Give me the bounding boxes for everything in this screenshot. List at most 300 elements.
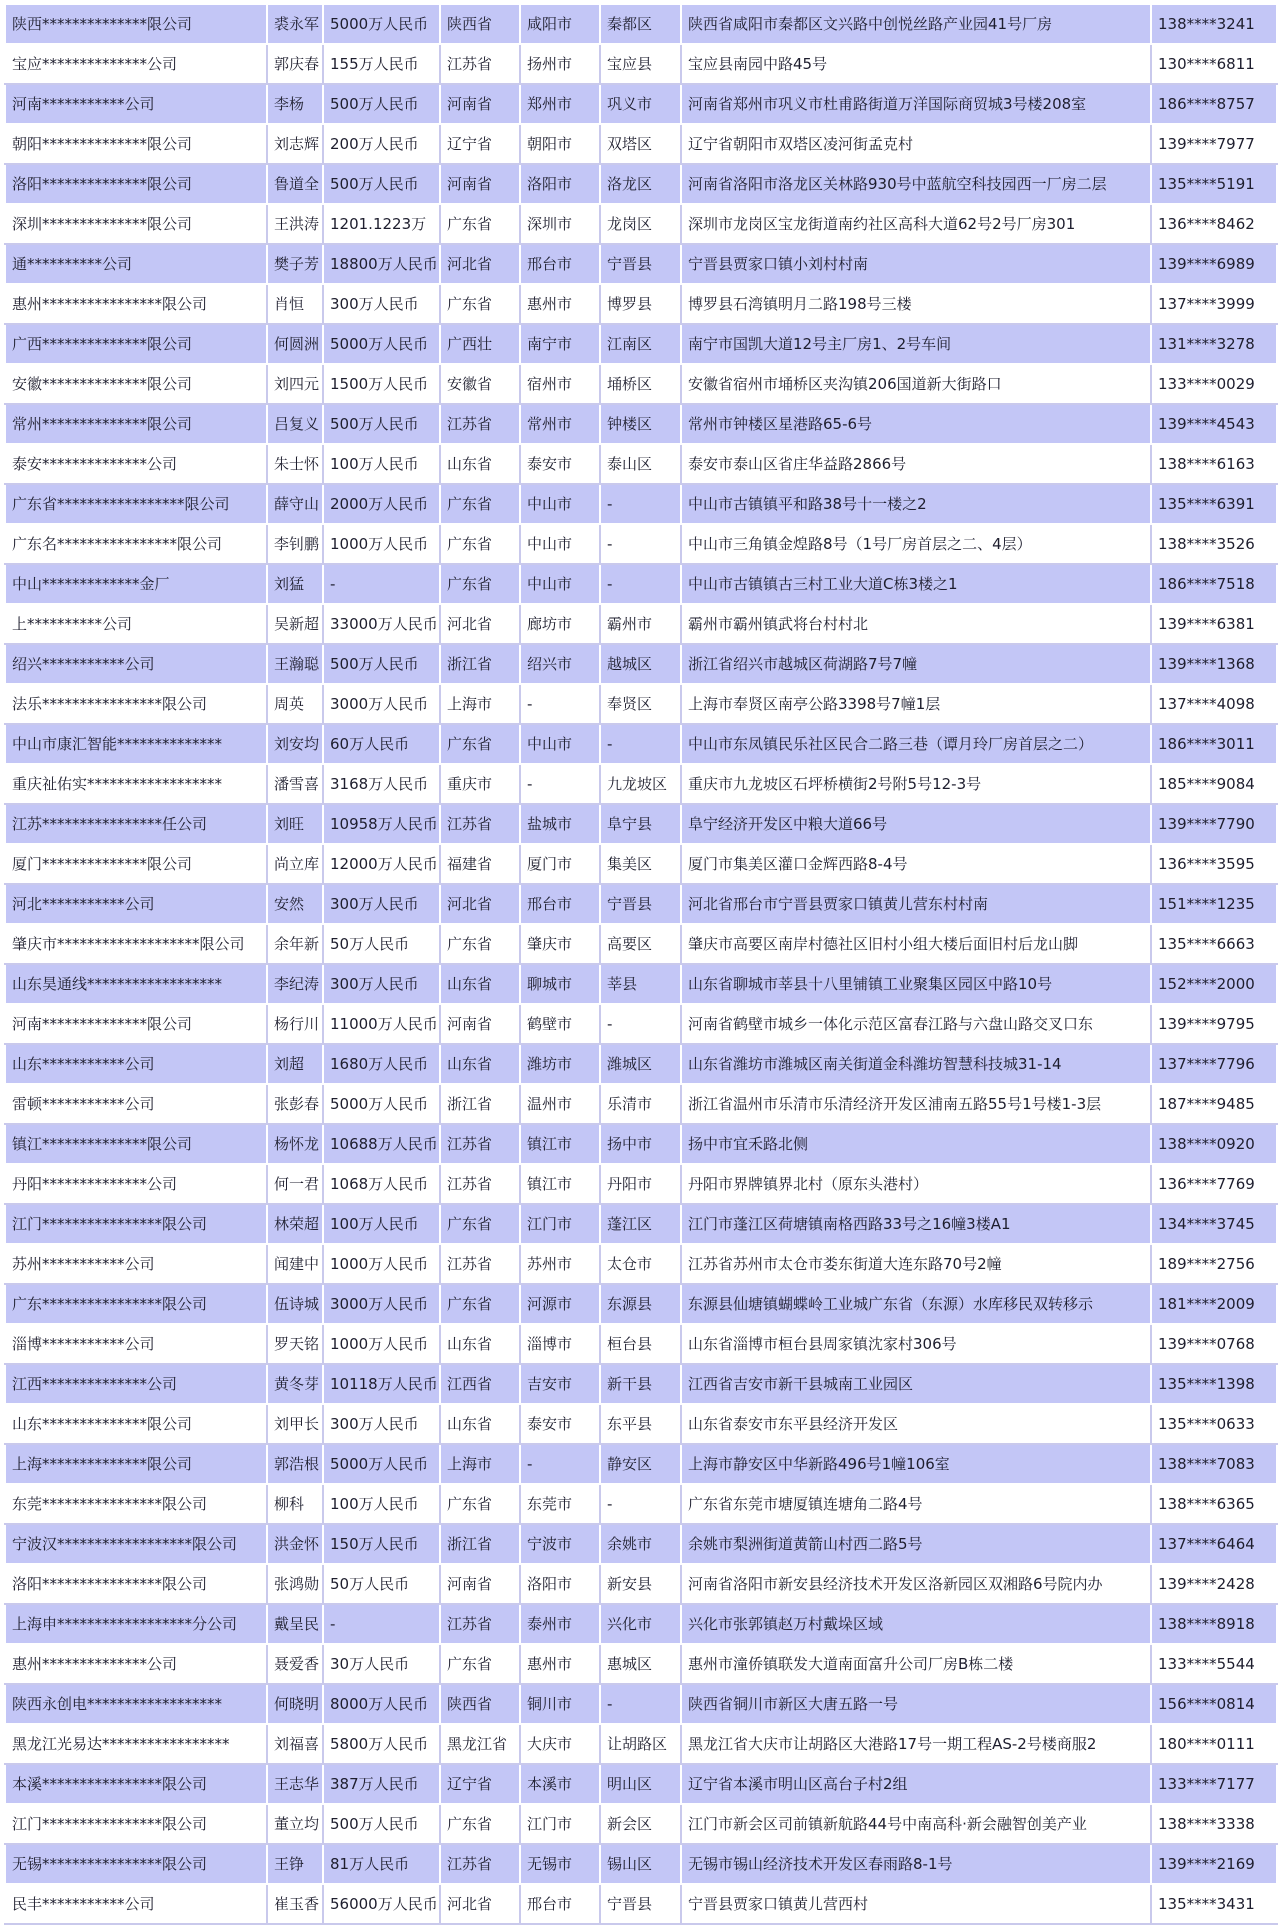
table-row <box>5 1484 1277 1524</box>
registered-capital-cell: 11000万人民币 <box>323 1004 440 1044</box>
province-cell: 河北省 <box>440 1884 520 1924</box>
contact-name-cell: 柳科 <box>267 1484 323 1524</box>
company-name-cell: 绍兴***********公司 <box>5 644 267 684</box>
city-cell: 邢台市 <box>520 884 600 924</box>
phone-cell: 138****3241 <box>1151 4 1277 44</box>
table-row <box>5 804 1277 844</box>
phone-cell: 136****8462 <box>1151 204 1277 244</box>
province-cell: 河南省 <box>440 84 520 124</box>
company-name-cell: 雷顿***********公司 <box>5 1084 267 1124</box>
contact-name-cell: 伍诗城 <box>267 1284 323 1324</box>
phone-cell: 135****5191 <box>1151 164 1277 204</box>
contact-name-cell: 吴新超 <box>267 604 323 644</box>
contact-name-cell: 刘四元 <box>267 364 323 404</box>
phone-cell: 135****0633 <box>1151 1404 1277 1444</box>
table-row <box>5 84 1277 124</box>
district-cell: 丹阳市 <box>600 1164 681 1204</box>
registered-capital-cell: 30万人民币 <box>323 1644 440 1684</box>
district-cell: 新干县 <box>600 1364 681 1404</box>
province-cell: 山东省 <box>440 1404 520 1444</box>
table-row <box>5 964 1277 1004</box>
registered-capital-cell: 2000万人民币 <box>323 484 440 524</box>
city-cell: 朝阳市 <box>520 124 600 164</box>
registered-capital-cell: 300万人民币 <box>323 964 440 1004</box>
registered-capital-cell: 18800万人民币 <box>323 244 440 284</box>
city-cell: 厦门市 <box>520 844 600 884</box>
table-row <box>5 1324 1277 1364</box>
province-cell: 陕西省 <box>440 1684 520 1724</box>
province-cell: 广东省 <box>440 1284 520 1324</box>
district-cell: 新安县 <box>600 1564 681 1604</box>
city-cell: 淄博市 <box>520 1324 600 1364</box>
address-cell: 辽宁省本溪市明山区高台子村2组 <box>681 1764 1151 1804</box>
registered-capital-cell: 10958万人民币 <box>323 804 440 844</box>
table-row <box>5 1364 1277 1404</box>
table-row <box>5 1604 1277 1644</box>
district-cell: 九龙坡区 <box>600 764 681 804</box>
company-name-cell: 广东****************限公司 <box>5 1284 267 1324</box>
province-cell: 河北省 <box>440 884 520 924</box>
district-cell: 明山区 <box>600 1764 681 1804</box>
registered-capital-cell: 12000万人民币 <box>323 844 440 884</box>
city-cell: 中山市 <box>520 564 600 604</box>
address-cell: 南宁市国凯大道12号主厂房1、2号车间 <box>681 324 1151 364</box>
province-cell: 上海市 <box>440 1444 520 1484</box>
company-name-cell: 常州**************限公司 <box>5 404 267 444</box>
address-cell: 河南省郑州市巩义市杜甫路街道万洋国际商贸城3号楼208室 <box>681 84 1151 124</box>
registered-capital-cell: 387万人民币 <box>323 1764 440 1804</box>
company-name-cell: 江西**************公司 <box>5 1364 267 1404</box>
district-cell: 江南区 <box>600 324 681 364</box>
contact-name-cell: 洪金怀 <box>267 1524 323 1564</box>
phone-cell: 137****7796 <box>1151 1044 1277 1084</box>
phone-cell: 139****7977 <box>1151 124 1277 164</box>
contact-name-cell: 安然 <box>267 884 323 924</box>
contact-name-cell: 张鸿勋 <box>267 1564 323 1604</box>
contact-name-cell: 李纪涛 <box>267 964 323 1004</box>
table-row <box>5 684 1277 724</box>
address-cell: 辽宁省朝阳市双塔区凌河街孟克村 <box>681 124 1151 164</box>
province-cell: 江苏省 <box>440 404 520 444</box>
district-cell: - <box>600 564 681 604</box>
company-name-cell: 民丰***********公司 <box>5 1884 267 1924</box>
address-cell: 中山市古镇镇平和路38号十一楼之2 <box>681 484 1151 524</box>
city-cell: 镇江市 <box>520 1124 600 1164</box>
address-cell: 中山市三角镇金煌路8号（1号厂房首层之二、4层） <box>681 524 1151 564</box>
district-cell: 兴化市 <box>600 1604 681 1644</box>
table-row <box>5 884 1277 924</box>
registered-capital-cell: 60万人民币 <box>323 724 440 764</box>
address-cell: 河北省邢台市宁晋县贾家口镇黄儿营东村村南 <box>681 884 1151 924</box>
contact-name-cell: 刘旺 <box>267 804 323 844</box>
phone-cell: 139****7790 <box>1151 804 1277 844</box>
company-name-cell: 陕西永创电****************** <box>5 1684 267 1724</box>
address-cell: 宝应县南园中路45号 <box>681 44 1151 84</box>
registered-capital-cell: 56000万人民币 <box>323 1884 440 1924</box>
phone-cell: 139****2428 <box>1151 1564 1277 1604</box>
district-cell: 新会区 <box>600 1804 681 1844</box>
address-cell: 浙江省绍兴市越城区荷湖路7号7幢 <box>681 644 1151 684</box>
phone-cell: 138****8918 <box>1151 1604 1277 1644</box>
registered-capital-cell: 1201.1223万 <box>323 204 440 244</box>
registered-capital-cell: - <box>323 1604 440 1644</box>
phone-cell: 138****3526 <box>1151 524 1277 564</box>
address-cell: 山东省泰安市东平县经济开发区 <box>681 1404 1151 1444</box>
province-cell: 浙江省 <box>440 1084 520 1124</box>
contact-name-cell: 黄冬芽 <box>267 1364 323 1404</box>
address-cell: 扬中市宜禾路北侧 <box>681 1124 1151 1164</box>
contact-name-cell: 刘志辉 <box>267 124 323 164</box>
city-cell: 深圳市 <box>520 204 600 244</box>
province-cell: 陕西省 <box>440 4 520 44</box>
company-name-cell: 安徽**************限公司 <box>5 364 267 404</box>
city-cell: 中山市 <box>520 484 600 524</box>
table-row <box>5 444 1277 484</box>
contact-name-cell: 杨行川 <box>267 1004 323 1044</box>
phone-cell: 139****6989 <box>1151 244 1277 284</box>
table-row <box>5 44 1277 84</box>
district-cell: 霸州市 <box>600 604 681 644</box>
city-cell: 镇江市 <box>520 1164 600 1204</box>
district-cell: 埇桥区 <box>600 364 681 404</box>
registered-capital-cell: 150万人民币 <box>323 1524 440 1564</box>
registered-capital-cell: 50万人民币 <box>323 1564 440 1604</box>
contact-name-cell: 周英 <box>267 684 323 724</box>
province-cell: 江苏省 <box>440 1844 520 1884</box>
contact-name-cell: 朱士怀 <box>267 444 323 484</box>
phone-cell: 139****9795 <box>1151 1004 1277 1044</box>
district-cell: 秦都区 <box>600 4 681 44</box>
address-cell: 河南省洛阳市洛龙区关林路930号中蓝航空科技园西一厂房二层 <box>681 164 1151 204</box>
province-cell: 广东省 <box>440 1644 520 1684</box>
company-name-cell: 广西**************限公司 <box>5 324 267 364</box>
company-name-cell: 山东昊通线****************** <box>5 964 267 1004</box>
city-cell: 肇庆市 <box>520 924 600 964</box>
company-name-cell: 中山*************金厂 <box>5 564 267 604</box>
district-cell: 余姚市 <box>600 1524 681 1564</box>
contact-name-cell: 林荣超 <box>267 1204 323 1244</box>
province-cell: 广东省 <box>440 484 520 524</box>
company-name-cell: 泰安**************公司 <box>5 444 267 484</box>
address-cell: 霸州市霸州镇武将台村村北 <box>681 604 1151 644</box>
company-name-cell: 洛阳****************限公司 <box>5 1564 267 1604</box>
table-row <box>5 1844 1277 1884</box>
province-cell: 广东省 <box>440 524 520 564</box>
phone-cell: 185****9084 <box>1151 764 1277 804</box>
city-cell: 无锡市 <box>520 1844 600 1884</box>
city-cell: 苏州市 <box>520 1244 600 1284</box>
phone-cell: 135****6663 <box>1151 924 1277 964</box>
city-cell: 咸阳市 <box>520 4 600 44</box>
contact-name-cell: 杨怀龙 <box>267 1124 323 1164</box>
province-cell: 广东省 <box>440 924 520 964</box>
contact-name-cell: 薛守山 <box>267 484 323 524</box>
city-cell: 江门市 <box>520 1804 600 1844</box>
phone-cell: 137****4098 <box>1151 684 1277 724</box>
table-row <box>5 1204 1277 1244</box>
district-cell: 泰山区 <box>600 444 681 484</box>
address-cell: 中山市东凤镇民乐社区民合二路三巷（谭月玲厂房首层之二） <box>681 724 1151 764</box>
phone-cell: 138****3338 <box>1151 1804 1277 1844</box>
contact-name-cell: 何一君 <box>267 1164 323 1204</box>
company-name-cell: 通**********公司 <box>5 244 267 284</box>
company-name-cell: 河南**************限公司 <box>5 1004 267 1044</box>
contact-name-cell: 戴呈民 <box>267 1604 323 1644</box>
phone-cell: 134****3745 <box>1151 1204 1277 1244</box>
company-name-cell: 上**********公司 <box>5 604 267 644</box>
company-name-cell: 江门****************限公司 <box>5 1204 267 1244</box>
address-cell: 上海市静安区中华新路496号1幢106室 <box>681 1444 1151 1484</box>
company-name-cell: 广东名****************限公司 <box>5 524 267 564</box>
registered-capital-cell: 1000万人民币 <box>323 1244 440 1284</box>
registered-capital-cell: 5000万人民币 <box>323 1084 440 1124</box>
table-row <box>5 844 1277 884</box>
district-cell: 博罗县 <box>600 284 681 324</box>
contact-name-cell: 王瀚聪 <box>267 644 323 684</box>
phone-cell: 152****2000 <box>1151 964 1277 1004</box>
company-name-cell: 苏州***********公司 <box>5 1244 267 1284</box>
province-cell: 广东省 <box>440 564 520 604</box>
table-row <box>5 484 1277 524</box>
table-row <box>5 1404 1277 1444</box>
city-cell: - <box>520 764 600 804</box>
city-cell: 本溪市 <box>520 1764 600 1804</box>
city-cell: 江门市 <box>520 1204 600 1244</box>
address-cell: 东源县仙塘镇蝴蝶岭工业城广东省（东源）水库移民双转移示 <box>681 1284 1151 1324</box>
contact-name-cell: 崔玉香 <box>267 1884 323 1924</box>
registered-capital-cell: 300万人民币 <box>323 284 440 324</box>
contact-name-cell: 刘福喜 <box>267 1724 323 1764</box>
district-cell: 钟楼区 <box>600 404 681 444</box>
contact-name-cell: 董立均 <box>267 1804 323 1844</box>
phone-cell: 131****3278 <box>1151 324 1277 364</box>
province-cell: 广西壮 <box>440 324 520 364</box>
city-cell: 郑州市 <box>520 84 600 124</box>
phone-cell: 189****2756 <box>1151 1244 1277 1284</box>
company-name-cell: 上海申******************分公司 <box>5 1604 267 1644</box>
contact-name-cell: 潘雪喜 <box>267 764 323 804</box>
city-cell: 中山市 <box>520 724 600 764</box>
table-row <box>5 244 1277 284</box>
province-cell: 江苏省 <box>440 804 520 844</box>
district-cell: 奉贤区 <box>600 684 681 724</box>
company-name-cell: 江门****************限公司 <box>5 1804 267 1844</box>
province-cell: 辽宁省 <box>440 1764 520 1804</box>
city-cell: 常州市 <box>520 404 600 444</box>
table-row <box>5 1764 1277 1804</box>
phone-cell: 181****2009 <box>1151 1284 1277 1324</box>
registered-capital-cell: 500万人民币 <box>323 164 440 204</box>
table-row <box>5 524 1277 564</box>
district-cell: 东源县 <box>600 1284 681 1324</box>
contact-name-cell: 尚立库 <box>267 844 323 884</box>
district-cell: 巩义市 <box>600 84 681 124</box>
province-cell: 重庆市 <box>440 764 520 804</box>
phone-cell: 186****7518 <box>1151 564 1277 604</box>
address-cell: 厦门市集美区灌口金辉西路8-4号 <box>681 844 1151 884</box>
district-cell: 宁晋县 <box>600 244 681 284</box>
city-cell: 洛阳市 <box>520 1564 600 1604</box>
address-cell: 河南省洛阳市新安县经济技术开发区洛新园区双湘路6号院内办 <box>681 1564 1151 1604</box>
province-cell: 广东省 <box>440 724 520 764</box>
phone-cell: 151****1235 <box>1151 884 1277 924</box>
city-cell: 宿州市 <box>520 364 600 404</box>
district-cell: 洛龙区 <box>600 164 681 204</box>
contact-name-cell: 李钊鹏 <box>267 524 323 564</box>
registered-capital-cell: 1000万人民币 <box>323 1324 440 1364</box>
contact-name-cell: 刘甲长 <box>267 1404 323 1444</box>
registered-capital-cell: 5000万人民币 <box>323 1444 440 1484</box>
address-cell: 山东省聊城市莘县十八里铺镇工业聚集区园区中路10号 <box>681 964 1151 1004</box>
city-cell: 中山市 <box>520 524 600 564</box>
table-row <box>5 1684 1277 1724</box>
table-row <box>5 1044 1277 1084</box>
district-cell: 蓬江区 <box>600 1204 681 1244</box>
province-cell: 江苏省 <box>440 1244 520 1284</box>
company-name-cell: 陕西**************限公司 <box>5 4 267 44</box>
table-row <box>5 644 1277 684</box>
province-cell: 浙江省 <box>440 1524 520 1564</box>
contact-name-cell: 刘安均 <box>267 724 323 764</box>
district-cell: 越城区 <box>600 644 681 684</box>
contact-name-cell: 何圆洲 <box>267 324 323 364</box>
phone-cell: 137****6464 <box>1151 1524 1277 1564</box>
registered-capital-cell: 500万人民币 <box>323 404 440 444</box>
district-cell: 惠城区 <box>600 1644 681 1684</box>
city-cell: 惠州市 <box>520 1644 600 1684</box>
company-name-cell: 江苏****************任公司 <box>5 804 267 844</box>
registered-capital-cell: 8000万人民币 <box>323 1684 440 1724</box>
phone-cell: 139****6381 <box>1151 604 1277 644</box>
city-cell: 东莞市 <box>520 1484 600 1524</box>
phone-cell: 186****8757 <box>1151 84 1277 124</box>
contact-name-cell: 闻建中 <box>267 1244 323 1284</box>
phone-cell: 135****6391 <box>1151 484 1277 524</box>
phone-cell: 139****4543 <box>1151 404 1277 444</box>
table-row <box>5 1244 1277 1284</box>
district-cell: 潍城区 <box>600 1044 681 1084</box>
city-cell: 惠州市 <box>520 284 600 324</box>
city-cell: 潍坊市 <box>520 1044 600 1084</box>
company-name-cell: 河南***********公司 <box>5 84 267 124</box>
phone-cell: 139****0768 <box>1151 1324 1277 1364</box>
company-name-cell: 朝阳**************限公司 <box>5 124 267 164</box>
district-cell: 阜宁县 <box>600 804 681 844</box>
district-cell: - <box>600 1004 681 1044</box>
company-name-cell: 惠州****************限公司 <box>5 284 267 324</box>
table-row <box>5 1644 1277 1684</box>
registered-capital-cell: 1500万人民币 <box>323 364 440 404</box>
company-name-cell: 淄博***********公司 <box>5 1324 267 1364</box>
province-cell: 浙江省 <box>440 644 520 684</box>
district-cell: 太仓市 <box>600 1244 681 1284</box>
city-cell: 宁波市 <box>520 1524 600 1564</box>
phone-cell: 135****1398 <box>1151 1364 1277 1404</box>
company-name-cell: 洛阳**************限公司 <box>5 164 267 204</box>
contact-name-cell: 刘猛 <box>267 564 323 604</box>
district-cell: 桓台县 <box>600 1324 681 1364</box>
district-cell: 莘县 <box>600 964 681 1004</box>
table-row <box>5 724 1277 764</box>
registered-capital-cell: 81万人民币 <box>323 1844 440 1884</box>
registered-capital-cell: 3000万人民币 <box>323 684 440 724</box>
city-cell: 南宁市 <box>520 324 600 364</box>
district-cell: - <box>600 484 681 524</box>
province-cell: 广东省 <box>440 204 520 244</box>
city-cell: 鹤壁市 <box>520 1004 600 1044</box>
company-name-cell: 宁波汉******************限公司 <box>5 1524 267 1564</box>
registered-capital-cell: 100万人民币 <box>323 1484 440 1524</box>
address-cell: 宁晋县贾家口镇小刘村村南 <box>681 244 1151 284</box>
company-name-cell: 广东省*****************限公司 <box>5 484 267 524</box>
phone-cell: 136****3595 <box>1151 844 1277 884</box>
table-row <box>5 1724 1277 1764</box>
city-cell: 绍兴市 <box>520 644 600 684</box>
phone-cell: 139****1368 <box>1151 644 1277 684</box>
province-cell: 江苏省 <box>440 1164 520 1204</box>
city-cell: 聊城市 <box>520 964 600 1004</box>
company-name-cell: 丹阳**************公司 <box>5 1164 267 1204</box>
city-cell: 大庆市 <box>520 1724 600 1764</box>
phone-cell: 133****7177 <box>1151 1764 1277 1804</box>
table-row <box>5 1284 1277 1324</box>
province-cell: 广东省 <box>440 1204 520 1244</box>
company-name-cell: 东莞****************限公司 <box>5 1484 267 1524</box>
district-cell: - <box>600 1484 681 1524</box>
address-cell: 宁晋县贾家口镇黄儿营西村 <box>681 1884 1151 1924</box>
registered-capital-cell: 155万人民币 <box>323 44 440 84</box>
address-cell: 兴化市张郭镇赵万村戴垛区域 <box>681 1604 1151 1644</box>
phone-cell: 138****0920 <box>1151 1124 1277 1164</box>
city-cell: 扬州市 <box>520 44 600 84</box>
address-cell: 江门市蓬江区荷塘镇南格西路33号之16幢3楼A1 <box>681 1204 1151 1244</box>
registered-capital-cell: 10688万人民币 <box>323 1124 440 1164</box>
address-cell: 常州市钟楼区星港路65-6号 <box>681 404 1151 444</box>
table-row <box>5 1564 1277 1604</box>
company-name-cell: 山东**************限公司 <box>5 1404 267 1444</box>
address-cell: 博罗县石湾镇明月二路198号三楼 <box>681 284 1151 324</box>
address-cell: 深圳市龙岗区宝龙街道南约社区高科大道62号2号厂房301 <box>681 204 1151 244</box>
province-cell: 江苏省 <box>440 1604 520 1644</box>
phone-cell: 133****0029 <box>1151 364 1277 404</box>
registered-capital-cell: 100万人民币 <box>323 444 440 484</box>
table-row <box>5 764 1277 804</box>
company-name-cell: 河北***********公司 <box>5 884 267 924</box>
table-row <box>5 404 1277 444</box>
contact-name-cell: 郭庆春 <box>267 44 323 84</box>
contact-name-cell: 王志华 <box>267 1764 323 1804</box>
province-cell: 山东省 <box>440 1044 520 1084</box>
registered-capital-cell: 500万人民币 <box>323 1804 440 1844</box>
district-cell: 静安区 <box>600 1444 681 1484</box>
company-name-cell: 肇庆市*******************限公司 <box>5 924 267 964</box>
company-table <box>4 3 1278 1925</box>
address-cell: 陕西省咸阳市秦都区文兴路中创悦丝路产业园41号厂房 <box>681 4 1151 44</box>
province-cell: 江西省 <box>440 1364 520 1404</box>
address-cell: 余姚市梨洲街道黄箭山村西二路5号 <box>681 1524 1151 1564</box>
company-name-cell: 法乐****************限公司 <box>5 684 267 724</box>
contact-name-cell: 罗天铭 <box>267 1324 323 1364</box>
contact-name-cell: 鲁道全 <box>267 164 323 204</box>
address-cell: 阜宁经济开发区中粮大道66号 <box>681 804 1151 844</box>
registered-capital-cell: 5800万人民币 <box>323 1724 440 1764</box>
province-cell: 河南省 <box>440 1004 520 1044</box>
registered-capital-cell: 300万人民币 <box>323 1404 440 1444</box>
table-row <box>5 924 1277 964</box>
registered-capital-cell: 1680万人民币 <box>323 1044 440 1084</box>
province-cell: 河南省 <box>440 164 520 204</box>
phone-cell: 138****6365 <box>1151 1484 1277 1524</box>
